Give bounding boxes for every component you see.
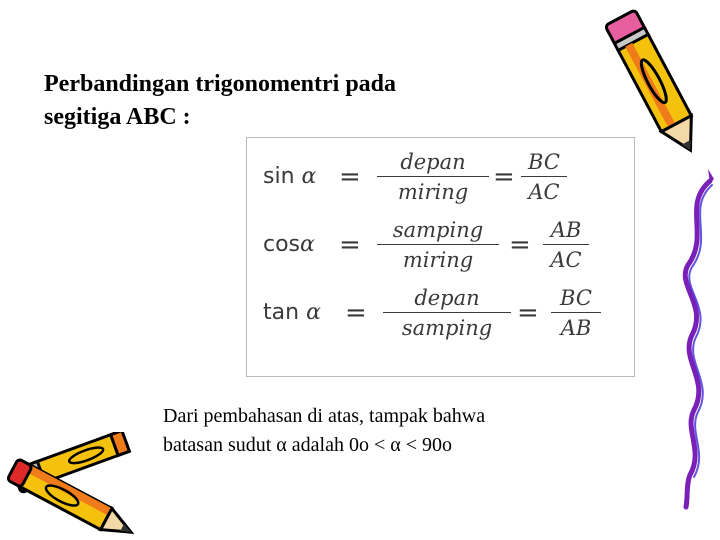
numerator: depan xyxy=(377,148,489,177)
equals-sign: = xyxy=(493,162,515,192)
numerator: BC xyxy=(551,284,601,313)
equals-sign: = xyxy=(339,162,361,192)
numerator: samping xyxy=(377,216,499,245)
pencil-clipart-icon xyxy=(598,4,708,164)
fraction-sides xyxy=(551,284,601,343)
denominator: AC xyxy=(550,248,582,272)
equals-sign: = xyxy=(509,230,531,260)
fraction-ratio xyxy=(377,148,489,207)
fraction-ratio xyxy=(383,284,511,343)
alpha-symbol: α xyxy=(301,164,317,189)
equals-sign: = xyxy=(339,230,361,260)
slide-title-line-2: segitiga ABC : xyxy=(44,104,191,130)
denominator: samping xyxy=(401,316,493,340)
equals-sign: = xyxy=(517,298,539,328)
formula-row-tan xyxy=(247,278,634,348)
denominator: AC xyxy=(528,180,560,204)
conclusion-line-1: Dari pembahasan di atas, tampak bahwa xyxy=(163,405,486,427)
pencils-clipart-icon xyxy=(0,432,150,540)
numerator: BC xyxy=(521,148,567,177)
alpha-symbol: α xyxy=(300,232,315,257)
function-name: cos xyxy=(263,232,301,257)
fraction-ratio xyxy=(377,216,499,275)
conclusion-line-2: batasan sudut α adalah 0o < α < 90o xyxy=(163,434,453,456)
denominator: miring xyxy=(402,248,474,272)
function-name: sin xyxy=(263,164,295,189)
numerator: depan xyxy=(383,284,511,313)
slide-title-line-1: Perbandingan trigonomentri pada xyxy=(44,71,397,97)
conclusion-text xyxy=(163,402,583,460)
fraction-sides xyxy=(543,216,589,275)
numerator: AB xyxy=(543,216,589,245)
formula-image xyxy=(246,137,635,377)
crayon-squiggle-icon xyxy=(674,165,720,510)
fraction-sides xyxy=(521,148,567,207)
function-name: tan xyxy=(263,300,300,325)
formula-row-sin xyxy=(247,142,634,212)
denominator: miring xyxy=(397,180,469,204)
formula-row-cos xyxy=(247,210,634,280)
alpha-symbol: α xyxy=(306,300,321,325)
denominator: AB xyxy=(560,316,592,340)
equals-sign: = xyxy=(345,298,367,328)
slide-title xyxy=(44,68,514,134)
